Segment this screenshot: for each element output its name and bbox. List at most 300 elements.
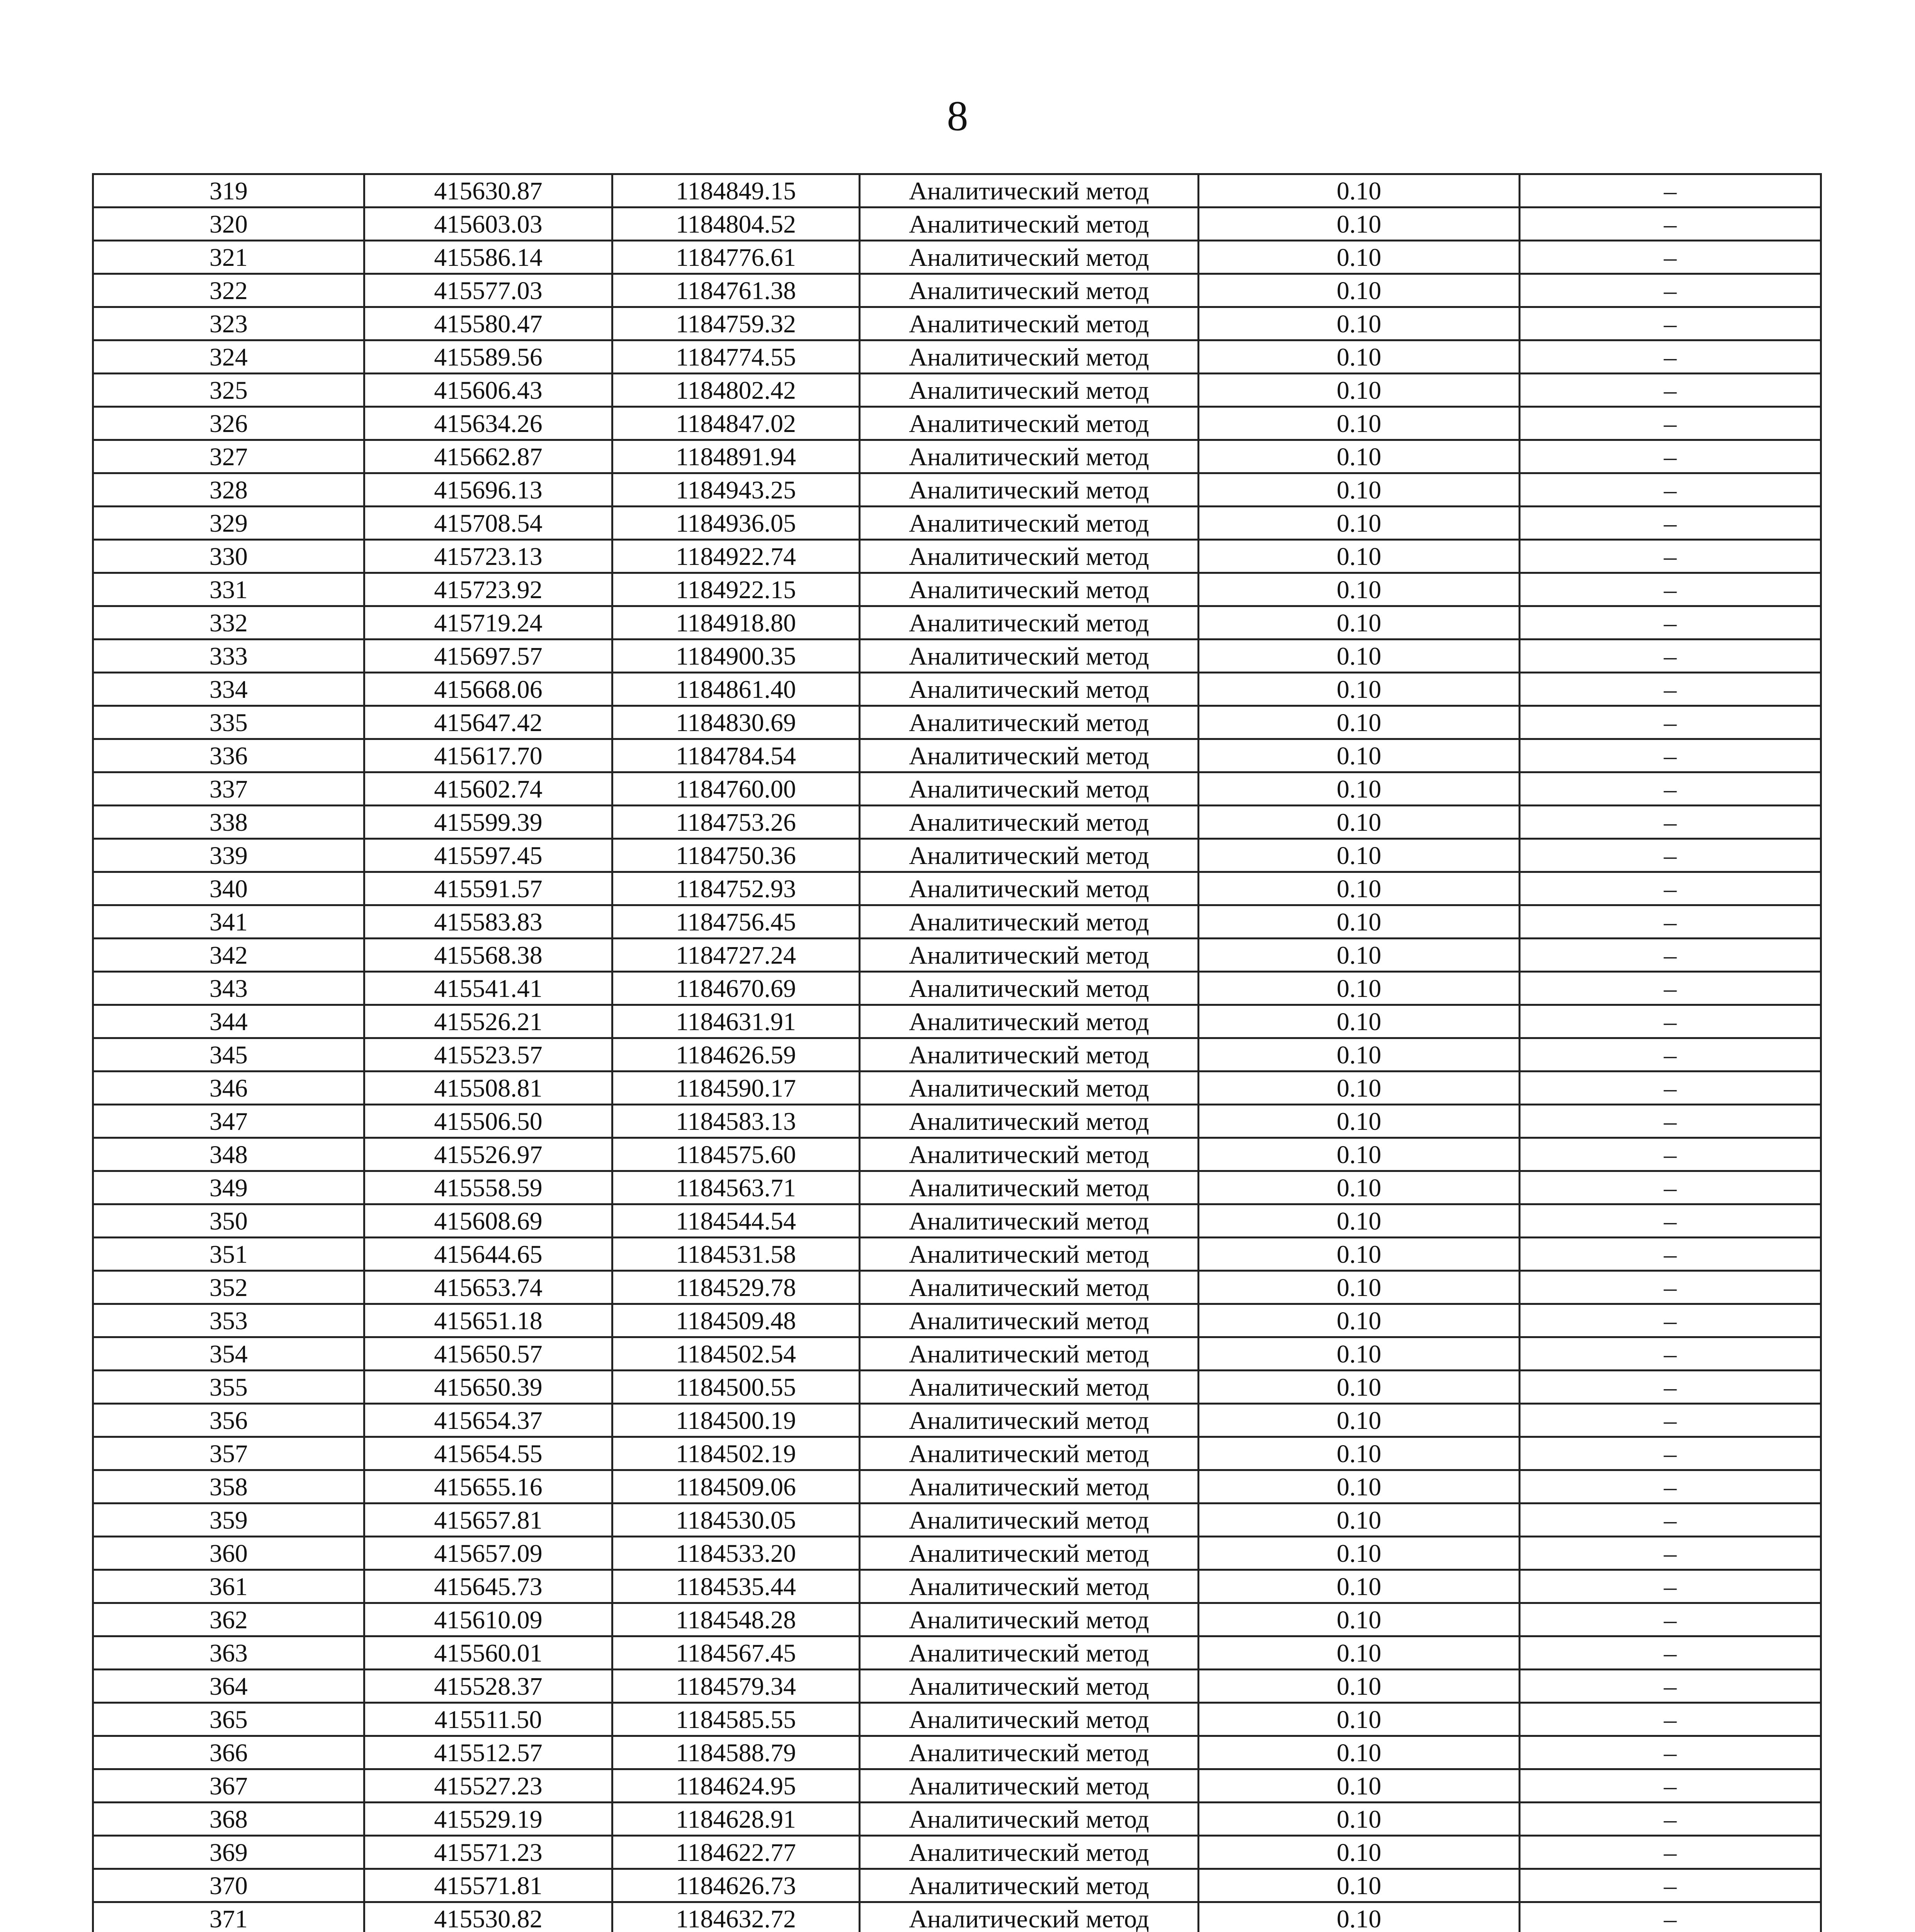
point-number-cell: 328	[93, 473, 364, 507]
coordinates-table	[92, 173, 1822, 1932]
accuracy-cell: 0.10	[1199, 1570, 1520, 1603]
description-cell: –	[1520, 1537, 1821, 1570]
y-coordinate-cell: 1184891.94	[612, 440, 860, 473]
method-cell: Аналитический метод	[860, 1271, 1199, 1304]
y-coordinate-cell: 1184590.17	[612, 1071, 860, 1105]
table-row	[93, 972, 1821, 1005]
table-row	[93, 1005, 1821, 1038]
y-coordinate-cell: 1184583.13	[612, 1105, 860, 1138]
table-row	[93, 639, 1821, 673]
y-coordinate-cell: 1184575.60	[612, 1138, 860, 1171]
table-row	[93, 1603, 1821, 1636]
method-cell: Аналитический метод	[860, 1038, 1199, 1071]
y-coordinate-cell: 1184626.73	[612, 1869, 860, 1902]
accuracy-cell: 0.10	[1199, 1836, 1520, 1869]
table-row	[93, 739, 1821, 772]
description-cell: –	[1520, 1603, 1821, 1636]
x-coordinate-cell: 415506.50	[364, 1105, 612, 1138]
description-cell: –	[1520, 872, 1821, 905]
description-cell: –	[1520, 739, 1821, 772]
point-number-cell: 366	[93, 1736, 364, 1769]
description-cell: –	[1520, 1005, 1821, 1038]
accuracy-cell: 0.10	[1199, 939, 1520, 972]
accuracy-cell: 0.10	[1199, 1803, 1520, 1836]
point-number-cell: 364	[93, 1670, 364, 1703]
y-coordinate-cell: 1184861.40	[612, 673, 860, 706]
point-number-cell: 332	[93, 606, 364, 639]
point-number-cell: 343	[93, 972, 364, 1005]
accuracy-cell: 0.10	[1199, 340, 1520, 374]
point-number-cell: 336	[93, 739, 364, 772]
accuracy-cell: 0.10	[1199, 507, 1520, 540]
accuracy-cell: 0.10	[1199, 473, 1520, 507]
accuracy-cell: 0.10	[1199, 706, 1520, 739]
x-coordinate-cell: 415647.42	[364, 706, 612, 739]
y-coordinate-cell: 1184776.61	[612, 241, 860, 274]
accuracy-cell: 0.10	[1199, 207, 1520, 241]
y-coordinate-cell: 1184502.19	[612, 1437, 860, 1470]
y-coordinate-cell: 1184529.78	[612, 1271, 860, 1304]
point-number-cell: 367	[93, 1769, 364, 1803]
method-cell: Аналитический метод	[860, 1836, 1199, 1869]
accuracy-cell: 0.10	[1199, 806, 1520, 839]
accuracy-cell: 0.10	[1199, 1603, 1520, 1636]
x-coordinate-cell: 415597.45	[364, 839, 612, 872]
x-coordinate-cell: 415650.57	[364, 1337, 612, 1371]
point-number-cell: 371	[93, 1902, 364, 1932]
description-cell: –	[1520, 1404, 1821, 1437]
accuracy-cell: 0.10	[1199, 972, 1520, 1005]
description-cell: –	[1520, 307, 1821, 340]
accuracy-cell: 0.10	[1199, 872, 1520, 905]
accuracy-cell: 0.10	[1199, 1238, 1520, 1271]
point-number-cell: 345	[93, 1038, 364, 1071]
x-coordinate-cell: 415527.23	[364, 1769, 612, 1803]
method-cell: Аналитический метод	[860, 1803, 1199, 1836]
description-cell: –	[1520, 1703, 1821, 1736]
table-row	[93, 905, 1821, 939]
point-number-cell: 339	[93, 839, 364, 872]
accuracy-cell: 0.10	[1199, 573, 1520, 606]
point-number-cell: 357	[93, 1437, 364, 1470]
method-cell: Аналитический метод	[860, 407, 1199, 440]
point-number-cell: 353	[93, 1304, 364, 1337]
accuracy-cell: 0.10	[1199, 407, 1520, 440]
description-cell: –	[1520, 1171, 1821, 1204]
x-coordinate-cell: 415653.74	[364, 1271, 612, 1304]
table-row	[93, 1703, 1821, 1736]
x-coordinate-cell: 415603.03	[364, 207, 612, 241]
y-coordinate-cell: 1184727.24	[612, 939, 860, 972]
y-coordinate-cell: 1184579.34	[612, 1670, 860, 1703]
y-coordinate-cell: 1184544.54	[612, 1204, 860, 1238]
x-coordinate-cell: 415668.06	[364, 673, 612, 706]
x-coordinate-cell: 415719.24	[364, 606, 612, 639]
x-coordinate-cell: 415617.70	[364, 739, 612, 772]
point-number-cell: 334	[93, 673, 364, 706]
method-cell: Аналитический метод	[860, 1902, 1199, 1932]
description-cell: –	[1520, 440, 1821, 473]
table-row	[93, 340, 1821, 374]
method-cell: Аналитический метод	[860, 706, 1199, 739]
table-row	[93, 1038, 1821, 1071]
method-cell: Аналитический метод	[860, 340, 1199, 374]
method-cell: Аналитический метод	[860, 1005, 1199, 1038]
y-coordinate-cell: 1184918.80	[612, 606, 860, 639]
description-cell: –	[1520, 806, 1821, 839]
x-coordinate-cell: 415583.83	[364, 905, 612, 939]
accuracy-cell: 0.10	[1199, 639, 1520, 673]
accuracy-cell: 0.10	[1199, 1736, 1520, 1769]
x-coordinate-cell: 415657.09	[364, 1537, 612, 1570]
point-number-cell: 338	[93, 806, 364, 839]
description-cell: –	[1520, 374, 1821, 407]
method-cell: Аналитический метод	[860, 839, 1199, 872]
accuracy-cell: 0.10	[1199, 440, 1520, 473]
point-number-cell: 347	[93, 1105, 364, 1138]
table-row	[93, 1736, 1821, 1769]
accuracy-cell: 0.10	[1199, 673, 1520, 706]
y-coordinate-cell: 1184628.91	[612, 1803, 860, 1836]
point-number-cell: 327	[93, 440, 364, 473]
method-cell: Аналитический метод	[860, 573, 1199, 606]
description-cell: –	[1520, 207, 1821, 241]
method-cell: Аналитический метод	[860, 1636, 1199, 1670]
y-coordinate-cell: 1184761.38	[612, 274, 860, 307]
point-number-cell: 346	[93, 1071, 364, 1105]
accuracy-cell: 0.10	[1199, 1304, 1520, 1337]
accuracy-cell: 0.10	[1199, 241, 1520, 274]
y-coordinate-cell: 1184847.02	[612, 407, 860, 440]
x-coordinate-cell: 415708.54	[364, 507, 612, 540]
x-coordinate-cell: 415696.13	[364, 473, 612, 507]
coordinates-table-body	[93, 174, 1821, 1932]
y-coordinate-cell: 1184943.25	[612, 473, 860, 507]
table-row	[93, 274, 1821, 307]
method-cell: Аналитический метод	[860, 207, 1199, 241]
accuracy-cell: 0.10	[1199, 1204, 1520, 1238]
accuracy-cell: 0.10	[1199, 1404, 1520, 1437]
description-cell: –	[1520, 905, 1821, 939]
method-cell: Аналитический метод	[860, 174, 1199, 207]
point-number-cell: 321	[93, 241, 364, 274]
y-coordinate-cell: 1184760.00	[612, 772, 860, 806]
point-number-cell: 340	[93, 872, 364, 905]
method-cell: Аналитический метод	[860, 939, 1199, 972]
method-cell: Аналитический метод	[860, 307, 1199, 340]
x-coordinate-cell: 415634.26	[364, 407, 612, 440]
y-coordinate-cell: 1184922.74	[612, 540, 860, 573]
x-coordinate-cell: 415654.37	[364, 1404, 612, 1437]
accuracy-cell: 0.10	[1199, 839, 1520, 872]
point-number-cell: 348	[93, 1138, 364, 1171]
description-cell: –	[1520, 1902, 1821, 1932]
table-row	[93, 440, 1821, 473]
table-row	[93, 1071, 1821, 1105]
point-number-cell: 341	[93, 905, 364, 939]
x-coordinate-cell: 415591.57	[364, 872, 612, 905]
y-coordinate-cell: 1184567.45	[612, 1636, 860, 1670]
method-cell: Аналитический метод	[860, 1105, 1199, 1138]
description-cell: –	[1520, 540, 1821, 573]
method-cell: Аналитический метод	[860, 1071, 1199, 1105]
y-coordinate-cell: 1184531.58	[612, 1238, 860, 1271]
y-coordinate-cell: 1184502.54	[612, 1337, 860, 1371]
point-number-cell: 369	[93, 1836, 364, 1869]
point-number-cell: 335	[93, 706, 364, 739]
y-coordinate-cell: 1184563.71	[612, 1171, 860, 1204]
description-cell: –	[1520, 772, 1821, 806]
point-number-cell: 330	[93, 540, 364, 573]
method-cell: Аналитический метод	[860, 1171, 1199, 1204]
point-number-cell: 337	[93, 772, 364, 806]
accuracy-cell: 0.10	[1199, 1271, 1520, 1304]
point-number-cell: 365	[93, 1703, 364, 1736]
point-number-cell: 323	[93, 307, 364, 340]
description-cell: –	[1520, 1736, 1821, 1769]
method-cell: Аналитический метод	[860, 1138, 1199, 1171]
y-coordinate-cell: 1184500.19	[612, 1404, 860, 1437]
description-cell: –	[1520, 1204, 1821, 1238]
x-coordinate-cell: 415529.19	[364, 1803, 612, 1836]
method-cell: Аналитический метод	[860, 606, 1199, 639]
x-coordinate-cell: 415723.92	[364, 573, 612, 606]
accuracy-cell: 0.10	[1199, 1337, 1520, 1371]
y-coordinate-cell: 1184759.32	[612, 307, 860, 340]
y-coordinate-cell: 1184774.55	[612, 340, 860, 374]
x-coordinate-cell: 415580.47	[364, 307, 612, 340]
x-coordinate-cell: 415599.39	[364, 806, 612, 839]
y-coordinate-cell: 1184830.69	[612, 706, 860, 739]
y-coordinate-cell: 1184500.55	[612, 1371, 860, 1404]
y-coordinate-cell: 1184784.54	[612, 739, 860, 772]
table-row	[93, 939, 1821, 972]
table-row	[93, 1337, 1821, 1371]
description-cell: –	[1520, 1337, 1821, 1371]
point-number-cell: 362	[93, 1603, 364, 1636]
point-number-cell: 320	[93, 207, 364, 241]
table-row	[93, 241, 1821, 274]
table-row	[93, 606, 1821, 639]
table-row	[93, 1238, 1821, 1271]
table-row	[93, 573, 1821, 606]
description-cell: –	[1520, 1470, 1821, 1503]
y-coordinate-cell: 1184509.48	[612, 1304, 860, 1337]
method-cell: Аналитический метод	[860, 1204, 1199, 1238]
description-cell: –	[1520, 1271, 1821, 1304]
table-row	[93, 806, 1821, 839]
point-number-cell: 349	[93, 1171, 364, 1204]
x-coordinate-cell: 415608.69	[364, 1204, 612, 1238]
description-cell: –	[1520, 1304, 1821, 1337]
x-coordinate-cell: 415651.18	[364, 1304, 612, 1337]
y-coordinate-cell: 1184622.77	[612, 1836, 860, 1869]
point-number-cell: 344	[93, 1005, 364, 1038]
point-number-cell: 359	[93, 1503, 364, 1537]
description-cell: –	[1520, 1038, 1821, 1071]
method-cell: Аналитический метод	[860, 905, 1199, 939]
table-row	[93, 1769, 1821, 1803]
method-cell: Аналитический метод	[860, 374, 1199, 407]
y-coordinate-cell: 1184900.35	[612, 639, 860, 673]
description-cell: –	[1520, 1670, 1821, 1703]
point-number-cell: 361	[93, 1570, 364, 1603]
point-number-cell: 350	[93, 1204, 364, 1238]
x-coordinate-cell: 415586.14	[364, 241, 612, 274]
table-row	[93, 207, 1821, 241]
x-coordinate-cell: 415541.41	[364, 972, 612, 1005]
point-number-cell: 326	[93, 407, 364, 440]
x-coordinate-cell: 415558.59	[364, 1171, 612, 1204]
description-cell: –	[1520, 1105, 1821, 1138]
table-row	[93, 1636, 1821, 1670]
y-coordinate-cell: 1184631.91	[612, 1005, 860, 1038]
point-number-cell: 370	[93, 1869, 364, 1902]
accuracy-cell: 0.10	[1199, 274, 1520, 307]
accuracy-cell: 0.10	[1199, 174, 1520, 207]
table-row	[93, 1271, 1821, 1304]
y-coordinate-cell: 1184533.20	[612, 1537, 860, 1570]
method-cell: Аналитический метод	[860, 1503, 1199, 1537]
accuracy-cell: 0.10	[1199, 1537, 1520, 1570]
x-coordinate-cell: 415589.56	[364, 340, 612, 374]
table-row	[93, 839, 1821, 872]
method-cell: Аналитический метод	[860, 1437, 1199, 1470]
x-coordinate-cell: 415577.03	[364, 274, 612, 307]
point-number-cell: 363	[93, 1636, 364, 1670]
table-row	[93, 1371, 1821, 1404]
point-number-cell: 324	[93, 340, 364, 374]
x-coordinate-cell: 415610.09	[364, 1603, 612, 1636]
y-coordinate-cell: 1184535.44	[612, 1570, 860, 1603]
accuracy-cell: 0.10	[1199, 1071, 1520, 1105]
accuracy-cell: 0.10	[1199, 1636, 1520, 1670]
point-number-cell: 331	[93, 573, 364, 606]
accuracy-cell: 0.10	[1199, 1005, 1520, 1038]
method-cell: Аналитический метод	[860, 1703, 1199, 1736]
description-cell: –	[1520, 407, 1821, 440]
description-cell: –	[1520, 241, 1821, 274]
accuracy-cell: 0.10	[1199, 1503, 1520, 1537]
table-row	[93, 1470, 1821, 1503]
method-cell: Аналитический метод	[860, 1304, 1199, 1337]
x-coordinate-cell: 415697.57	[364, 639, 612, 673]
table-row	[93, 1105, 1821, 1138]
y-coordinate-cell: 1184509.06	[612, 1470, 860, 1503]
table-row	[93, 1204, 1821, 1238]
x-coordinate-cell: 415602.74	[364, 772, 612, 806]
description-cell: –	[1520, 1437, 1821, 1470]
description-cell: –	[1520, 1836, 1821, 1869]
description-cell: –	[1520, 573, 1821, 606]
table-row	[93, 673, 1821, 706]
point-number-cell: 333	[93, 639, 364, 673]
description-cell: –	[1520, 340, 1821, 374]
description-cell: –	[1520, 1803, 1821, 1836]
point-number-cell: 358	[93, 1470, 364, 1503]
x-coordinate-cell: 415655.16	[364, 1470, 612, 1503]
point-number-cell: 351	[93, 1238, 364, 1271]
point-number-cell: 352	[93, 1271, 364, 1304]
table-row	[93, 1803, 1821, 1836]
table-row	[93, 507, 1821, 540]
description-cell: –	[1520, 1636, 1821, 1670]
description-cell: –	[1520, 1769, 1821, 1803]
table-row	[93, 1437, 1821, 1470]
point-number-cell: 319	[93, 174, 364, 207]
accuracy-cell: 0.10	[1199, 1670, 1520, 1703]
accuracy-cell: 0.10	[1199, 1138, 1520, 1171]
method-cell: Аналитический метод	[860, 1470, 1199, 1503]
description-cell: –	[1520, 673, 1821, 706]
description-cell: –	[1520, 1503, 1821, 1537]
table-row	[93, 1836, 1821, 1869]
accuracy-cell: 0.10	[1199, 1869, 1520, 1902]
table-row	[93, 540, 1821, 573]
accuracy-cell: 0.10	[1199, 540, 1520, 573]
accuracy-cell: 0.10	[1199, 905, 1520, 939]
description-cell: –	[1520, 1570, 1821, 1603]
table-row	[93, 706, 1821, 739]
table-row	[93, 1171, 1821, 1204]
description-cell: –	[1520, 473, 1821, 507]
accuracy-cell: 0.10	[1199, 772, 1520, 806]
x-coordinate-cell: 415512.57	[364, 1736, 612, 1769]
y-coordinate-cell: 1184752.93	[612, 872, 860, 905]
point-number-cell: 356	[93, 1404, 364, 1437]
method-cell: Аналитический метод	[860, 1371, 1199, 1404]
x-coordinate-cell: 415723.13	[364, 540, 612, 573]
description-cell: –	[1520, 939, 1821, 972]
method-cell: Аналитический метод	[860, 1570, 1199, 1603]
accuracy-cell: 0.10	[1199, 1371, 1520, 1404]
method-cell: Аналитический метод	[860, 1337, 1199, 1371]
y-coordinate-cell: 1184804.52	[612, 207, 860, 241]
point-number-cell: 355	[93, 1371, 364, 1404]
y-coordinate-cell: 1184753.26	[612, 806, 860, 839]
method-cell: Аналитический метод	[860, 1670, 1199, 1703]
method-cell: Аналитический метод	[860, 639, 1199, 673]
description-cell: –	[1520, 972, 1821, 1005]
description-cell: –	[1520, 274, 1821, 307]
method-cell: Аналитический метод	[860, 1404, 1199, 1437]
description-cell: –	[1520, 1869, 1821, 1902]
y-coordinate-cell: 1184802.42	[612, 374, 860, 407]
table-row	[93, 1537, 1821, 1570]
y-coordinate-cell: 1184922.15	[612, 573, 860, 606]
x-coordinate-cell: 415526.97	[364, 1138, 612, 1171]
method-cell: Аналитический метод	[860, 806, 1199, 839]
y-coordinate-cell: 1184624.95	[612, 1769, 860, 1803]
description-cell: –	[1520, 639, 1821, 673]
y-coordinate-cell: 1184530.05	[612, 1503, 860, 1537]
x-coordinate-cell: 415630.87	[364, 174, 612, 207]
point-number-cell: 325	[93, 374, 364, 407]
x-coordinate-cell: 415571.81	[364, 1869, 612, 1902]
table-row	[93, 872, 1821, 905]
method-cell: Аналитический метод	[860, 1537, 1199, 1570]
description-cell: –	[1520, 174, 1821, 207]
method-cell: Аналитический метод	[860, 1238, 1199, 1271]
x-coordinate-cell: 415645.73	[364, 1570, 612, 1603]
x-coordinate-cell: 415657.81	[364, 1503, 612, 1537]
description-cell: –	[1520, 606, 1821, 639]
y-coordinate-cell: 1184750.36	[612, 839, 860, 872]
x-coordinate-cell: 415526.21	[364, 1005, 612, 1038]
method-cell: Аналитический метод	[860, 1603, 1199, 1636]
method-cell: Аналитический метод	[860, 1769, 1199, 1803]
y-coordinate-cell: 1184756.45	[612, 905, 860, 939]
